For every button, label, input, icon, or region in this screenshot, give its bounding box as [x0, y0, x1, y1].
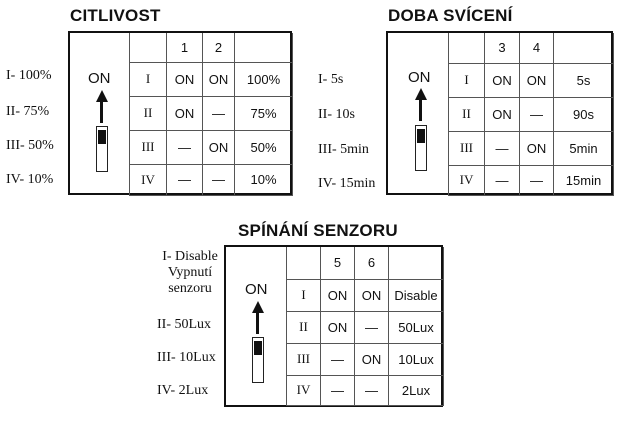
header-cell: 2: [203, 33, 235, 62]
table-row: [287, 279, 444, 311]
cell-value: 50Lux: [389, 311, 444, 343]
cell-roman: I: [130, 62, 167, 96]
panel-citlivost: [68, 31, 292, 195]
label-level-4: IV- 10%: [6, 172, 54, 187]
cell-switch-2: ON: [203, 130, 235, 164]
cell-switch-4: —: [520, 165, 554, 195]
table-doba-sviceni: [448, 33, 614, 196]
header-cell: [389, 247, 444, 279]
header-cell: 4: [520, 33, 554, 63]
cell-switch-5: —: [321, 375, 355, 405]
cell-switch-2: —: [203, 96, 235, 130]
header-cell: [235, 33, 293, 62]
section-title-citlivost: CITLIVOST: [70, 6, 161, 25]
header-cell: 3: [485, 33, 520, 63]
table-header-row: [287, 247, 444, 279]
table-row: [130, 96, 293, 130]
cell-switch-5: ON: [321, 279, 355, 311]
cell-switch-2: —: [203, 164, 235, 195]
header-cell: 1: [167, 33, 203, 62]
label-time-3: III- 5min: [318, 142, 369, 157]
arrow-shaft: [256, 312, 259, 334]
cell-switch-1: —: [167, 164, 203, 195]
dip-switch-knob: [254, 341, 262, 355]
table-citlivost: [129, 33, 293, 196]
cell-value: 50%: [235, 130, 293, 164]
switch-on-label: ON: [408, 69, 431, 86]
table-row: [449, 63, 614, 97]
label-time-2: II- 10s: [318, 107, 355, 122]
cell-roman: IV: [130, 164, 167, 195]
switch-on-label: ON: [245, 281, 268, 298]
table-row: [130, 164, 293, 195]
cell-switch-5: —: [321, 343, 355, 375]
cell-value: 90s: [554, 97, 614, 131]
cell-value: 15min: [554, 165, 614, 195]
cell-switch-3: —: [485, 165, 520, 195]
cell-roman: III: [449, 131, 485, 165]
cell-switch-3: ON: [485, 97, 520, 131]
label-time-4: IV- 15min: [318, 176, 376, 191]
cell-roman: II: [287, 311, 321, 343]
cell-value: 10Lux: [389, 343, 444, 375]
cell-value: 5min: [554, 131, 614, 165]
dip-switch-knob: [98, 130, 106, 144]
table-row: [449, 131, 614, 165]
cell-value: Disable: [389, 279, 444, 311]
cell-switch-6: —: [355, 311, 389, 343]
header-cell: 6: [355, 247, 389, 279]
cell-switch-4: ON: [520, 63, 554, 97]
cell-switch-6: ON: [355, 343, 389, 375]
label-level-1: I- 100%: [6, 68, 52, 83]
switch-on-label: ON: [88, 70, 111, 87]
cell-switch-1: ON: [167, 62, 203, 96]
table-header-row: [130, 33, 293, 62]
table-row: [449, 165, 614, 195]
header-cell: [287, 247, 321, 279]
label-level-2: II- 75%: [6, 104, 50, 119]
cell-switch-1: —: [167, 130, 203, 164]
cell-roman: III: [130, 130, 167, 164]
table-row: [130, 62, 293, 96]
panel-spinani-senzoru: [224, 245, 443, 407]
table-spinani-senzoru: [286, 247, 444, 406]
header-cell: 5: [321, 247, 355, 279]
cell-value: 75%: [235, 96, 293, 130]
header-cell: [554, 33, 614, 63]
label-level-3: III- 50%: [6, 138, 54, 153]
cell-value: 10%: [235, 164, 293, 195]
header-cell: [449, 33, 485, 63]
cell-switch-6: ON: [355, 279, 389, 311]
cell-roman: IV: [449, 165, 485, 195]
cell-switch-3: —: [485, 131, 520, 165]
label-time-1: I- 5s: [318, 72, 344, 87]
label-sensor-2: II- 50Lux: [157, 317, 212, 332]
label-sensor-3: III- 10Lux: [157, 350, 216, 365]
dip-switch-knob: [417, 129, 425, 143]
table-header-row: [449, 33, 614, 63]
cell-roman: II: [130, 96, 167, 130]
section-title-spinani-senzoru: SPÍNÁNÍ SENZORU: [238, 221, 398, 240]
cell-roman: I: [449, 63, 485, 97]
section-title-doba-sviceni: DOBA SVÍCENÍ: [388, 6, 513, 25]
cell-switch-4: ON: [520, 131, 554, 165]
cell-switch-6: —: [355, 375, 389, 405]
table-row: [130, 130, 293, 164]
header-cell: [130, 33, 167, 62]
table-row: [287, 343, 444, 375]
table-row: [449, 97, 614, 131]
cell-roman: I: [287, 279, 321, 311]
table-row: [287, 375, 444, 405]
cell-roman: IV: [287, 375, 321, 405]
arrow-shaft: [419, 99, 422, 121]
cell-switch-4: —: [520, 97, 554, 131]
cell-switch-3: ON: [485, 63, 520, 97]
panel-doba-sviceni: [386, 31, 613, 195]
label-sensor-1-sub: Vypnutí: [167, 265, 213, 280]
label-sensor-1-sub2: senzoru: [168, 281, 212, 296]
cell-value: 100%: [235, 62, 293, 96]
cell-switch-1: ON: [167, 96, 203, 130]
label-sensor-1: I- Disable: [162, 249, 218, 264]
cell-value: 5s: [554, 63, 614, 97]
cell-roman: II: [449, 97, 485, 131]
cell-switch-2: ON: [203, 62, 235, 96]
cell-switch-5: ON: [321, 311, 355, 343]
cell-value: 2Lux: [389, 375, 444, 405]
arrow-shaft: [100, 101, 103, 123]
cell-roman: III: [287, 343, 321, 375]
label-sensor-4: IV- 2Lux: [157, 383, 209, 398]
table-row: [287, 311, 444, 343]
